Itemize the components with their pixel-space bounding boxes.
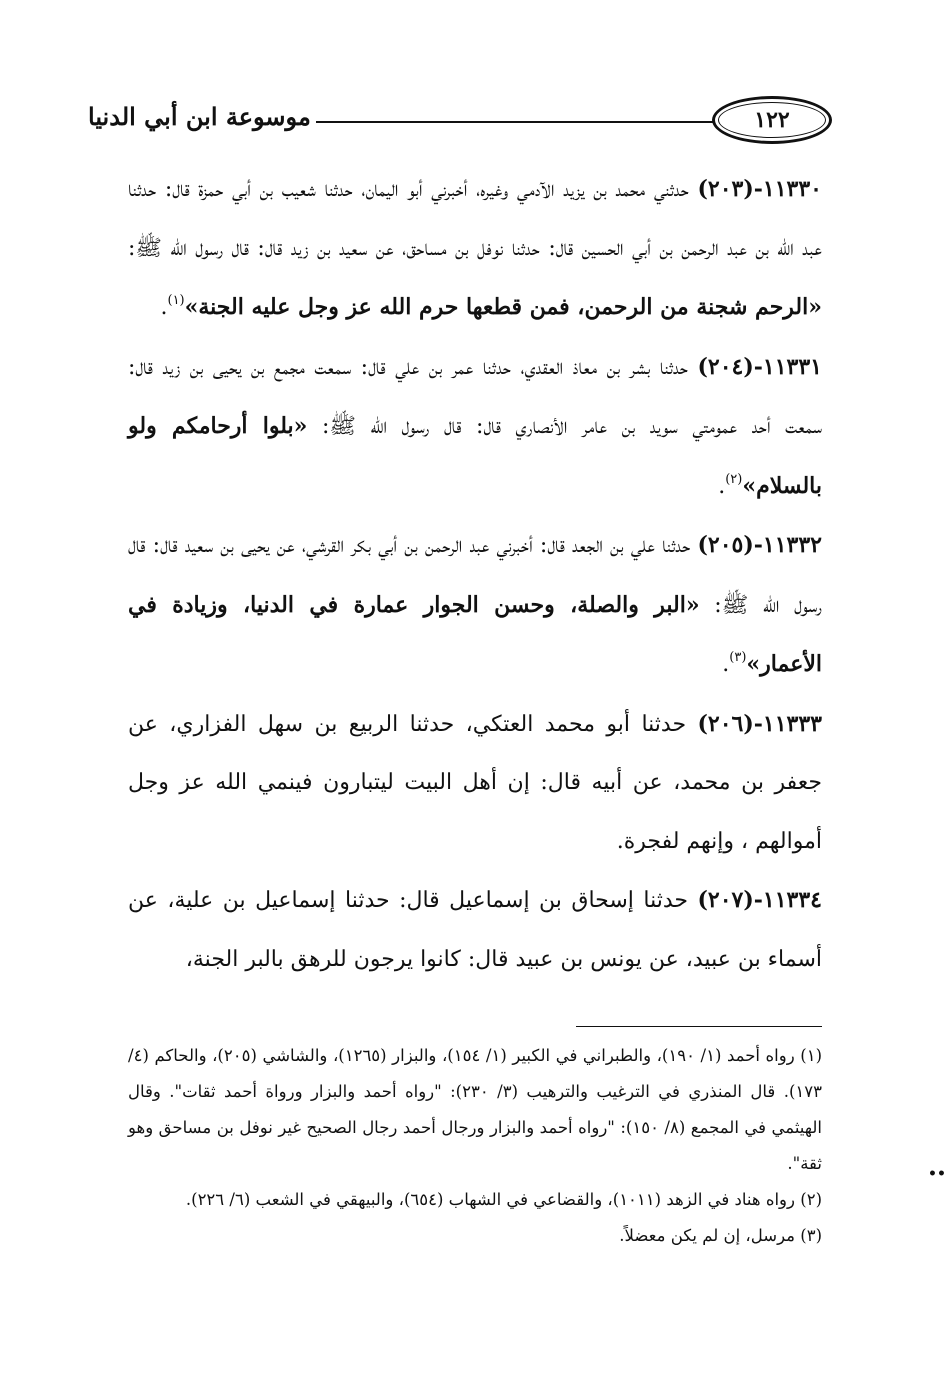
page-number: ١٢٢ — [754, 107, 790, 133]
footnote-ref[interactable]: (١) — [167, 293, 185, 308]
prophetic-quote: «بلوا أرحامكم ولو بالسلام» — [128, 413, 822, 499]
prophetic-quote: «البر والصلة، وحسن الجوار عمارة في الدنيا، وزيادة في الأعمار» — [128, 591, 822, 677]
prophetic-quote: «الرحم شجنة من الرحمن، فمن قطعها حرم الله عز وجل عليه الجنة» — [184, 294, 822, 320]
footnote-separator — [576, 1026, 822, 1027]
page-header — [88, 92, 832, 152]
footnotes — [128, 1038, 822, 1254]
entry-number: ١١٣٣٤-(٢٠٧) — [697, 887, 822, 913]
entry-text: حدثنا إسحاق بن إسماعيل قال: حدثنا إسماعيل بن علية، عن أسماء بن عبيد، عن يونس بن عبيد قال: كانوا يرجون للرهق بالبر الجنة، — [128, 888, 822, 972]
footnote-1 — [128, 1038, 822, 1182]
page-number-frame — [712, 96, 832, 144]
running-title: موسوعة ابن أبي الدنيا — [88, 102, 311, 131]
entry-text: حدثنا أبو محمد العتكي، حدثنا الربيع بن سهل الفزاري، عن جعفر بن محمد، عن أبيه قال: إن أهل البيت ليتبارون فينمي الله عز وجل أموالهم ، وإنهم لفجرة. — [128, 711, 822, 854]
entry-number: ١١٣٣١-(٢٠٤) — [697, 353, 822, 380]
footnote-2 — [128, 1182, 822, 1218]
entry-tail: . — [718, 473, 726, 499]
footnote-label: (٣) — [800, 1226, 822, 1245]
footnote-3 — [128, 1218, 822, 1254]
margin-mark: •• — [928, 1166, 946, 1182]
footnote-text: رواه هناد في الزهد (١٠١١)، والقضاعي في الشهاب (٦٥٤)، والبيهقي في الشعب (٦/ ٢٢٦). — [185, 1190, 801, 1209]
entry-tail: . — [722, 652, 730, 677]
entry-text: حدثنا علي بن الجعد قال: أخبرني عبد الرحمن بن أبي بكر القرشي، عن يحيى بن سعيد قال: قال رسول الله ﷺ: — [128, 533, 822, 618]
footnote-ref[interactable]: (٢) — [725, 471, 743, 487]
entry-number: ١١٣٣٣-(٢٠٦) — [697, 710, 822, 737]
hadith-entry-11331 — [128, 338, 822, 517]
footnote-ref[interactable]: (٣) — [729, 650, 747, 665]
entry-text: حدثنا بشر بن معاذ العقدي، حدثنا عمر بن علي قال: سمعت مجمع بن يحيى بن زيد قال: سمعت أحد عمومتي سويد بن عامر الأنصاري قال: قال رسول الله ﷺ: — [128, 354, 822, 439]
header-rule — [316, 121, 714, 123]
hadith-entry-11332 — [128, 516, 822, 695]
footnote-text: رواه أحمد (١/ ١٩٠)، والطبراني في الكبير (١/ ١٥٤)، والبزار (١٢٦٥)، والشاشي (٢٠٥)، والحاكم (٤/ ١٧٣). قال المنذري في الترغيب والترهيب (٣/ ٢٣٠): "رواه أحمد والبزار ورواة أحمد ثقات". وقال الهيثمي في المجمع (٨/ ١٥٠): "رواه أحمد والبزار ورجال أحمد رجال الصحيح غير نوفل بن مساحق وهو ثقة". — [128, 1046, 822, 1173]
entry-text: حدثني محمد بن يزيد الآدمي وغيره، أخبرني أبو اليمان، حدثنا شعيب بن أبي حمزة قال: حدثنا عبد الله بن عبد الرحمن بن أبي الحسين قال: حدثنا نوفل بن مساحق، عن سعيد بن زيد قال: قال رسول الله ﷺ: — [128, 177, 822, 261]
footnote-label: (١) — [800, 1046, 823, 1065]
hadith-entry-11333 — [128, 695, 822, 872]
hadith-entry-11330 — [128, 160, 822, 338]
entry-tail: . — [160, 295, 168, 320]
footnote-label: (٢) — [800, 1190, 822, 1209]
hadith-entry-11334 — [128, 871, 822, 989]
entry-number: ١١٣٣٢-(٢٠٥) — [697, 532, 822, 558]
footnote-text: مرسل، إن لم يكن معضلاً. — [619, 1226, 801, 1245]
main-text — [128, 160, 822, 989]
entry-number: ١١٣٣٠-(٢٠٣) — [697, 176, 822, 202]
